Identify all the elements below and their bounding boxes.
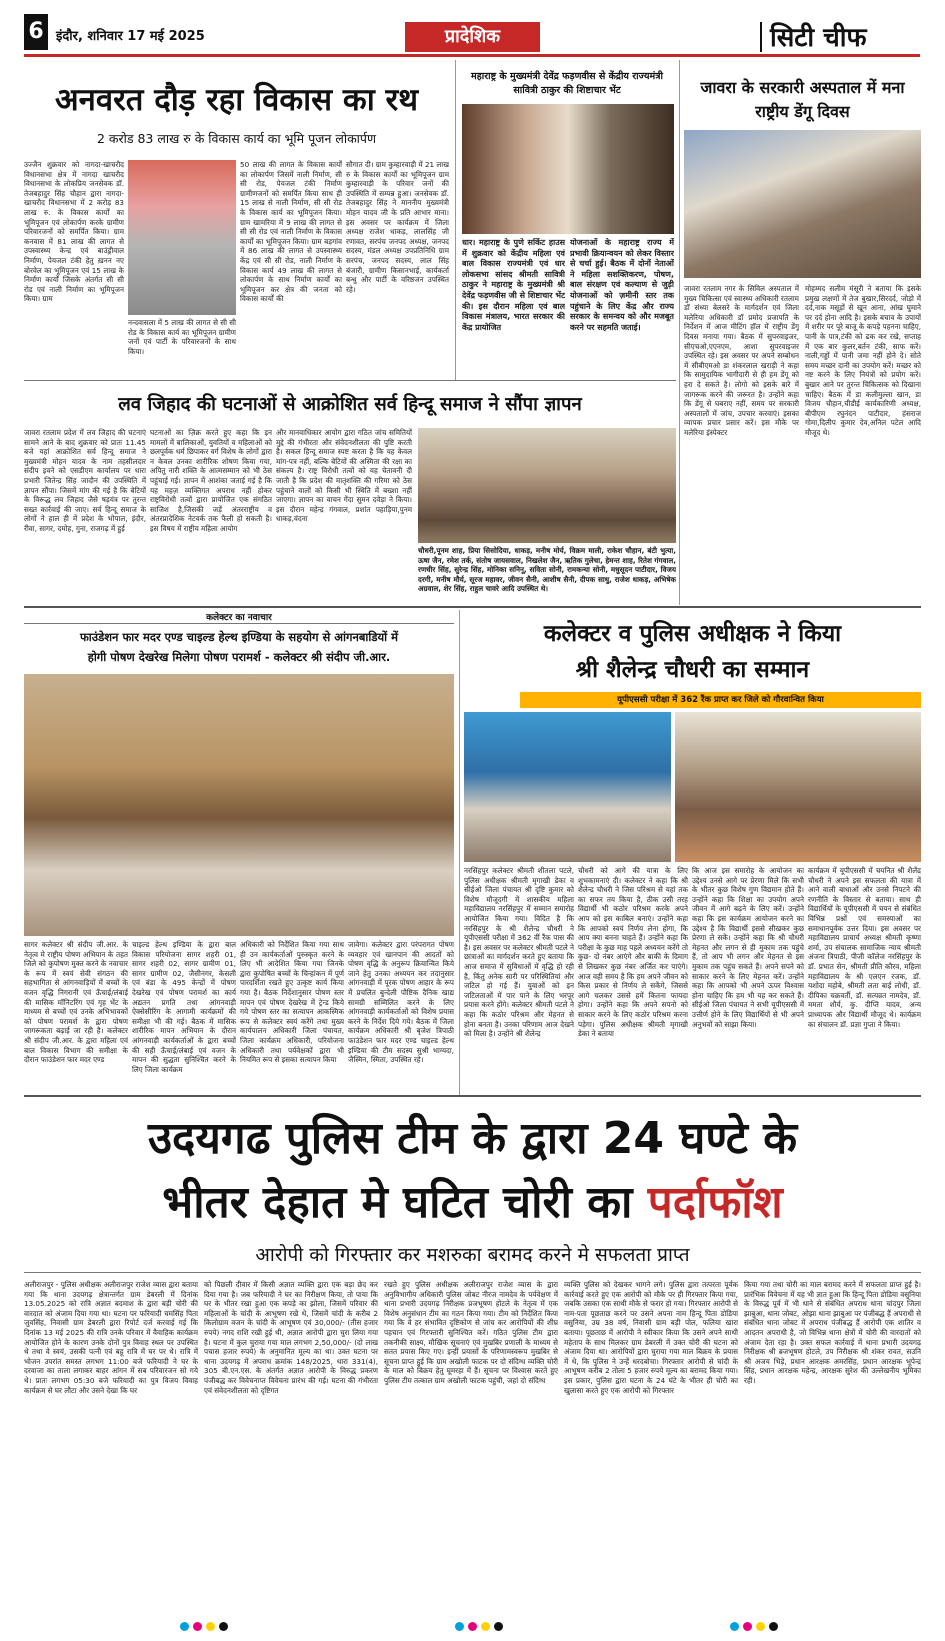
brand-divider bbox=[760, 22, 762, 52]
registration-marks-left bbox=[180, 1622, 228, 1631]
header-rule bbox=[24, 54, 920, 57]
story5-kicker: कलेक्टर का नवाचार bbox=[24, 610, 454, 624]
story5-column-1: सागर कलेक्टर श्री संदीप जी.आर. के नेतृत्व मे राष्ट्रीय पोषण अभियान के तहत जिले को कुपोषण मुक्त करने के नवाचार के रूप में स्वयं सेवी संगठन की सहभागिता से आंगनवाड़ियों में बच्चों के वजन वृद्धि निगरानी एवं ऊँचाई/लंबाई की मासिक मॉनिटरिंग एवं गृह भेंट के माध्यम से बच्चों एवं उनके अभिभावकों को पोषण परामर्श के द्वारा पोषण जागरूकता बढ़ाई जा रही है। कलेक्टर श्री संदीप जी.आर. के द्वारा महिला एवं बाल विकास विभाग की समीक्षा के दौरान फाउंडेशन फार मदर एण्ड bbox=[24, 940, 128, 1065]
registration-dot bbox=[468, 1622, 477, 1631]
story3-column-1: जावरा रतलाम नगर के सिविल अस्पताल में मुख्य चिकित्सा एवं स्वास्थ्य अधिकारी रतलाम डॉ संध्या बेलसरे के मार्गदर्शन एवं जिला मलेरिया अधिकारी डॉ प्रमोद प्रजापति के निर्देशन में आज मीटिंग हॉल में राष्ट्रीय डेंगू दिवस मनाया गया। बैठक में सुपरवाइजर, सीएचओ,एएनएम, आशा सुपरवाइजर उपस्थित रहे। इस अवसर पर अपने सम्बोधन में सीबीएमओ डा शंकरलाल खराड़ी ने कहा कि सामुदायिक भागीदारी से ही हम डेंगू को हरा दे सकते है। लोगो को इसके बारे में जागरूक करने की जरूरत है। उन्होंने कहा कि डेंगू से घबराए नहीं, समय पर सरकारी अस्पतालों में जांच, उपचार करवाएं। इसका व्यापक प्रचार प्रसार करें। इस मौके पर मलेरिया इंस्पेक्टर bbox=[684, 284, 799, 437]
column-rule bbox=[459, 610, 460, 1095]
story5-headline-line2: होगी पोषण देखरेख मिलेगा पोषण परामर्श - कलेक्टर श्री संदीप जी.आर. bbox=[87, 650, 391, 664]
story1-column-4: सौगात दी। ग्राम कुम्हारवाड़ी में 21 लाख रु के विकास कार्यों का भूमिपूजन ग्राम कुम्हारवाड़ी के परिवार जनों की उपस्थिति में सम्पन्न हुआ। जनसेवक डॉ. तेजबहादुर सिंह ने माननीय मुख्यमंत्री मोहन यादव जी के प्रति आभार माना। इस अवसर पर कार्यक्रम में जिला अध्यक्ष राजेश धाकड़, लालसिंह जी रणावत, सरपंच जनपद अध्यक्ष, जनपद सदस्य, मंडल अध्यक्ष उपप्रतिनिधि ग्राम सरपंच, जनपद सदस्य, लाल सिंह बंजारी, ग्रामीण किसानभाई, कार्यकर्ता बन्धु और पार्टी के वरिष्ठजन उपस्थित रहे। bbox=[346, 160, 449, 294]
story7-headline-line1: उदयगढ पुलिस टीम के द्वारा 24 घण्टे के bbox=[147, 1113, 798, 1164]
story2-photo bbox=[462, 104, 674, 234]
story4-headline: लव जिहाद की घटनाओं से आक्रोशित सर्व हिन्दू समाज ने सौंपा ज्ञापन bbox=[118, 394, 582, 415]
story7-column-1: अलीराजपुर - पुलिस अधीक्षक अलीराजपुर राजेश व्यास द्वारा बताया गया कि थाना उदयगढ़ क्षेत्रान्तर्गत ग्राम डेबरली में दिनांक 13.05.2025 को रात्रि अज्ञात बदमाश के द्वारा बड़ी चोरी की वारदात को अंजाम दिया गया था। घटना पर फरियादी चमसिंह पिता जुवसिंह, निवासी ग्राम डेबरली द्वारा रिपोर्ट दर्ज करवाई गई कि दिनांक 13 मई 2025 की रात्रि उनके परिवार में वैवाहिक कार्यक्रम आयोजित होने के कारण उनके दोनों पुत्र विवाह स्थल पर उपस्थित थे तथा वे स्वयं, उसकी पत्नी एवं बहू रात्रि में घर पर थे। रात्रि में भोजन उपरांत समस्त लगभग 11:00 बजे फरियादी ने घर के दरवाजा का ताला लगाकर बाहर आंगन में सब परिवारजन सो गये थे। प्रातः लगभग 05:30 बजे फरियादी का पुत्र विजय विवाह कार्यक्रम से घर लौटा और उसने देखा कि घर bbox=[24, 1280, 198, 1395]
subhead-underline bbox=[24, 1272, 921, 1273]
story7-subhead: आरोपी को गिरफ्तार कर मशरुका बरामद करने मे सफलता प्राप्त bbox=[255, 1244, 690, 1266]
story5-column-3: अधिकारी को निर्देशित किया गया साथ ही उन कार्यकर्ताओं पुरुस्कृत करने के लिए भी आदेशित किया गया जिनके द्वारा कुपोषित बच्चों के चिन्हांकन में पूर्ण पारदर्शिता रखते हुए उत्कृष्ट कार्य किया गया है। बैठक निर्देशानुसार पोषण स्तर मापन एवं पोषण देखरेख में ट्रेन्ड किये गये पोषण स्तर का सत्यापन आकस्मिक रूप से कलेक्टर स्वयं करेंगे तथा मुख्य कार्यपालन अधिकारी जिला पंचायत, जिला कार्यक्रम अधिकारी, परियोजना अधिकारी तथा पर्यवेक्षकों द्वारा भी नियमित रूप से इसका सत्यापन किया bbox=[240, 940, 344, 1065]
section-rule bbox=[24, 1095, 921, 1097]
story5-headline-line1: फाउंडेशन फार मदर एण्ड चाइल्ड हेल्थ इण्डिया के सहयोग से आंगनबाडियों में bbox=[79, 630, 399, 644]
story4-photo bbox=[418, 428, 676, 543]
story2-column-2: योजनाओं के महाराष्ट्र राज्य में प्रभावी क्रियान्वयन को लेकर विस्तार से चर्चा हुई। बैठक में दोनों नेताओं ने महिला सशक्तिकरण, पोषण, बाल संरक्षण एवं कल्याण से जुड़ी योजनाओं को ज़मीनी स्तर तक पहुंचाने के लिए केंद्र और राज्य सरकार के समन्वय को और मजबूत करने पर सहमति जताई। bbox=[570, 238, 674, 332]
story7-headline-line2-highlight: पर्दाफॉश bbox=[647, 1177, 783, 1228]
registration-dot bbox=[193, 1622, 202, 1631]
registration-dot bbox=[730, 1622, 739, 1631]
registration-marks-center bbox=[455, 1622, 503, 1631]
story1-subhead: 2 करोड 83 लाख रु के विकास कार्य का भूमि पूजन लोकार्पण bbox=[96, 131, 377, 146]
story6-photo-left bbox=[464, 712, 671, 862]
story4-column-1: जावरा रतलाम प्रदेश में लव जिहाद की घटनाएं सामने आने के बाद शुक्रवार को प्रातः 11.45 बजे यहां आक्रोशित सर्व हिन्दू समाज ने मुख्यमंत्री मोहन यादव के नाम तहसीलदार संदीप इवने को एसडीएम कार्यालय पर धारा प्रभारी जितेन्द्र सिंह जादौन की उपस्थिति में ज्ञापन सौंपा। जिसमें मांग की गई है कि बेटियों के विरूद्ध लव जिहाद जैसे षड़यंत्र पर तुरन्त सख्त कार्रवाई की जाए। सर्व हिन्दू समाज के लोगों ने हाल ही में प्रदेश के भोपाल, इंदौर, रीवा, सागर, दमोह, गुना, राजगढ़ में हुई bbox=[24, 428, 146, 533]
story3-column-2: मोहम्मद सलीम मंसूरी ने बताया कि इसके प्रमुख लक्षणों में तेज बुखार,सिरदर्द, जोड़ो में दर्द,नाक मसूड़ों से खून आना, आंख घुमाने पर दर्द होना आदि है। इसके बचाव के उपायों में शरीर पर पूरे बाजू के कपड़े पहनना चाहिए, पानी के पात्र,टंकी को ढक कर रखे, सप्ताह में एक बार कुलर,बर्तन टंकी, साफ करें। नाली,गड्डों में पानी जमा नहीं होने दे। सोते समय मच्छर दानी का उपयोग करें। मच्छर को नष्ट करने के लिए नियंत्रों को प्रयोग करें। बुखार आने पर तुरन्त चिकित्सक को दिखाना चाहिए। बैठक में डा कलीमुल्ला खान, डा विजय चौहान,चीडीई कार्यकारिणी अध्यक्ष, बीपीएम रघुनंदन पाटीदार, हंसराज गोमा,दिलीप कुमार देव,अनिल पटेल आदि मौजूद थे। bbox=[805, 284, 921, 437]
story7-column-4: व्यक्ति पुलिस को देखकर भागने लगे। पुलिस द्वारा तत्परता पूर्वक कार्रवाई करते हुए एक आरोपी को मौके पर ही गिरफ्तार किया गया, जबकि उसका एक साथी मौके से फरार हो गया। गिरफ्तार आरोपी से नाम-पता पूछताछ करने पर उसने अपना नाम हिन्दू पिता डोडिया वसुनिया, उम्र 38 वर्ष, निवासी ग्राम बड़ी पोल, फलिया खारा बताया। पूछताछ में आरोपी ने स्वीकार किया कि उसने अपने साथी महेताप के साथ मिलकर ग्राम डेबरली में उक्त चोरी की घटना को अंजाम दिया था। आरोपियों द्वारा चुराया गया माल बिक्रय के प्रयास में थे, कि पुलिस ने उन्हें धरदबोचा। गिरफ्तार आरोपी से चांदी के आभूषण करीब 2 तोला 5 हजार रुपये मूल्य का बरामद किया गया। इस प्रकार, पुलिस द्वारा घटना के 24 घंटे के भीतर ही चोरी का खुलासा करते हुए एक आरोपी को गिरफ्तार bbox=[564, 1280, 738, 1395]
story6-headline-line1: कलेक्टर व पुलिस अधीक्षक ने किया bbox=[543, 621, 842, 647]
story6-column-3: कि आज इस समारोह के आयोजन का उद्देश्य उनसे आगे पर प्रेरणा मिले कि सभी के भीतर कुछ विशेष गुण विद्यमान होते हैं। उन्होंने कहा कि शिक्षा का उपयोग अपने जीवन में आगे बढ़ने के लिए करें। उन्होंने कहा कि इस कार्यक्रम आयोजन करने का उद्देश्य है कि विद्यार्थी इससे सीखकर कुछ प्रेरणा ले सकें। उन्होंने कहा कि श्री चौधरी मेहनत और लगन से ही मुकाम तक पहुंचे हैं, तो आप भी लगन और मेहनत से इस मुकाम तक पहुंच सकते हैं। अपने सपने को साकार करने के लिए मेहनत करें। उन्होंने कहा कि आपको भी अपने ऊपर विश्वास होना चाहिए कि हम भी यह कर सकते हैं। सीईओ जिला पंचायत ने सभी यूपीएससी में उत्तीर्ण होने के लिए विद्यार्थियों से भी अपने अनुभवों को साझा किया। bbox=[692, 866, 804, 1029]
registration-dot bbox=[481, 1622, 490, 1631]
story1-column-1: उज्जैन शुक्रवार को नागदा-खाचरौद विधानसभा क्षेत्र में नागदा खाचरौद विधानसभा के लोकप्रिय जनसेवक डॉ. तेजबहादुर सिंह चौहान द्वारा नागदा-खाचरौद विधानसभा में 2 करोड़ 83 लाख रु. के विकास कार्यों का भूमिपूजन एवं लोकार्पण करके ग्रामीण परिवारजनों को समर्पित किया। ग्राम कनवास में 81 लाख की लागत से उपस्वास्थ्य केन्द्र एवं बाउंड्रीवाल निर्माण, पेयजल टंकी हेतु ख़नन नए बोरवेल का भूमिपूजन एवं 15 लाख के निर्माण कार्यों जिसके अंतर्गत सी सी रोड एवं नाली निर्माण का भूमिपूजन किया। ग्राम bbox=[24, 160, 124, 304]
story6-photo-right bbox=[675, 712, 921, 862]
story2-column-1: धार। महाराष्ट्र के पुणे सर्किट हाउस में शुक्रवार को केंद्रीय महिला एवं बाल विकास राज्यमंत्री एवं धार लोकसभा सांसद श्रीमती सावित्री ठाकुर ने महाराष्ट्र के मुख्यमंत्री श्री देवेंद्र फड़णवीस जी से शिष्टाचार भेंट की। इस दौरान महिला एवं बाल विकास मंत्रालय, भारत सरकार की केंद्र प्रायोजित bbox=[462, 238, 565, 332]
story5-photo bbox=[24, 674, 454, 936]
story6-ribbon: यूपीएससी परीक्षा में 362 रैंक प्राप्त कर जिले को गौरवान्वित किया bbox=[520, 692, 921, 708]
story3-photo bbox=[684, 130, 921, 278]
story7-column-2: को पिछली दीवार में किसी अज्ञात व्यक्ति द्वारा एक बड़ा छेद कर दिया गया है। जब फरियादी ने घर का निरीक्षण किया, तो पाया कि घर के भीतर रखा हुआ एक कपड़े का झोला, जिसमें परिवार की महिलाओं के चांदी के आभूषण रखे थे, जिसमें चांदी के करीब 2 किलोग्राम वजन के चांदी के आभूषण एवं 30,000/- (तीस हजार रुपये) नगद राशि रखी हुई थी, अज्ञात आरोपी द्वारा चुरा लिया गया है। घटना में कुल चुराया गया माल लगभग 2,50,000/- (दो लाख पचास हजार रुपये) के अनुमानित मूल्य का था। उक्त घटना पर थाना उदयगढ़ में अपराध क्रमांक 148/2025, धारा 331(4), 305 बी.एन.एस. के अंतर्गत अज्ञात आरोपी के विरुद्ध प्रकरण पंजीबद्ध कर विवेचनाप्त विवेचना प्रारंभ की गई। घटना की गंभीरता एवं संवेदनशीलता को दृष्टिगत bbox=[204, 1280, 378, 1395]
story5-column-4: जावेगा। कलेक्टर द्वारा परंपरागत पोषण व्यवहार एवं खानपान की आदतों को पोषण वृद्धि के अनुरूप क्रियान्वित किये जाने हेतु उनका अध्ययन कर तदानुसार आंगनवाड़ी में पूरक पोषण आहार के रूप में प्रचलित बुन्देली पौष्टिक दैनिक खाद्य सामग्री सम्मिलित करने के लिए आंगनवाड़ी कार्यकर्ताओं को विशेष प्रयास करने के निर्देश दिये गये। बैठक में जिला कार्यक्रम अधिकारी श्री बृजेश त्रिपाठी फाउंडेशन फार मदर एण्ड चाइल्ड हेल्थ इण्डिया की टीम सदस्य सुश्री भाग्यदा, जैस्मिन, स्मिता, उपस्थित रहे। bbox=[348, 940, 454, 1065]
registration-dot bbox=[180, 1622, 189, 1631]
story1-column-3: 50 लाख की लागत के विकास कार्यों का लोकार्पण जिसमें नाली निर्माण, सी सी रोड, पेयजल टंकी निर्माण ग्रामीणजनों को समर्पित किया साथ ही 15 लाख से नाली निर्माण, सी सी रोड के विकास कार्य का भूमिपूजन किया। ग्राम खामरिया में 9 लाख की लागत से सी सी रोड एवं नाली निर्माण के विकास कार्यों का भूमिपूजन किया। ग्राम बड़गांव में 86 लाख की लागत से उपस्वास्थ्य केंद्र एवं सी सी रोड, नाली निर्माण के विकास कार्य 49 लाख की लागत से लोकार्पण के साथ निर्माण कार्यों का भूमिपूजन कर क्षेत्र की जनता को विकास कार्यों की bbox=[240, 160, 342, 304]
column-rule bbox=[455, 60, 456, 380]
registration-dot bbox=[219, 1622, 228, 1631]
story6-column-1: नरसिंहपुर कलेक्टर श्रीमती शीतला पटले, पुलिस अधीक्षक श्रीमती मृगाखी डेका व सीईओ जिला पंचायत श्री दृष्टि कुमार को विशेष मौजूदगी में शासकीय महिला महाविद्यालय नरसिंहपुर में सम्मान समारोह आयोजित किया गया। विदित है कि नरसिंहपुर के श्री शैलेन्द्र चौधरी ने यूपीएससी परीक्षा में 362 वीं रैंक पास की है। इस अवसर पर कलेक्टर श्रीमती पटले ने छात्राओं का मार्गदर्शन करते हुए बताया कि आज समाज में सुविधाओं में वृद्धि हो रही है, किंतु अनेक सारी पर परिस्थितियां और जटिल हो गई हैं। युवाओं को इन जटिलताओं में पार पाने के लिए भरपूर प्रयास करने होंगे। कलेक्टर श्रीमती पटले ने कहा कि कठोर परिश्रम और मेहनत से होना बनता है। उनका परिणाम आज देखने को मिला है। उन्होंने श्री शैलेन्द्र bbox=[464, 866, 574, 1039]
registration-dot bbox=[756, 1622, 765, 1631]
story1-headline: अनवरत दौड़ रहा विकास का रथ bbox=[54, 82, 419, 118]
page-number: 6 bbox=[24, 14, 48, 50]
registration-dot bbox=[455, 1622, 464, 1631]
registration-marks-right bbox=[730, 1622, 778, 1631]
registration-dot bbox=[769, 1622, 778, 1631]
column-rule bbox=[679, 60, 680, 605]
story7-column-5: किया गया तथा चोरी का माल बरामद करने में सफलता प्राप्त हुई है। प्रारंभिक विवेचना में यह भी ज्ञात हुआ कि हिन्दू पिता डोडिया वसुनिया के विरुद्ध पूर्व में भी थाने से संबंधित अपराध थाना चांदपुर जिला झाबुआ, थाना जोबट, ओझा थाना झाबुआ पर पंजीबद्ध हैं अपराधी से संबंधित थाना जोबट में अपराध पंजीबद्ध हैं आरोपी एक शातिर व आदतन अपराधी है, जो विभिन्न थाना क्षेत्रों में चोरी की वारदातों को अंजाम देता रहा है। उक्त सफल कार्रवाई में थाना प्रभारी उदयगढ़ निरीक्षक श्री ब्रजभूषण होटले, उप निरीक्षक श्री शंकर रावत, सउनि श्री अजय भिड़े, प्रधान आरक्षक अमरसिंह, प्रधान आरक्षक भूपेन्द्र सिंह, प्रधान आरक्षक महेन्द्र, आरक्षक सुरेश की उल्लेखनीय भूमिका रही। bbox=[744, 1280, 921, 1385]
story4-column-2: घटनाओं का ज़िक्र करते हुए कहा कि इन मामलों में बालिकाओं, युवतियों व महिलाओं को छलपूर्वक धर्म छिपाकर वर्ग विशेष के लोगों द्वारा न केवल उनका शारीरिक शोषण किया गया, अपितु नारी शक्ति के आत्मसम्मान को भी ठेस पहुंचाई गई। ज्ञापन में आशंका जताई गई है कि यह महज़ व्यक्तिगत अपराध नहीं होकर राष्ट्रविरोधी तत्वों द्वारा प्रायोजित एक संगठित साजिश है,जिसकी जड़ें अंतरराष्ट्रीय व अंतरप्रादेशिक नेटवर्क तक फैली हो सकती है। इस विषय में राष्ट्रीय महिला आयोग bbox=[150, 428, 272, 533]
story7-headline-line2 bbox=[24, 1172, 921, 1234]
story6-headline-line2: श्री शैलेन्द्र चौधरी का सम्मान bbox=[575, 657, 810, 683]
registration-dot bbox=[743, 1622, 752, 1631]
story4-column-3: और मानवाधिकार आयोग द्वारा गठित जांच समितियों मुद्दे की गंभीरता और संवेदनशीलता की पुष्टि करती है। सकल हिन्दू समाज स्पष्ट करता है कि यह केवल मांग-पत्र नहीं, बल्कि बेटियों की अस्मिता की रक्षा का संकल्प है। राष्ट्र विरोधी तत्वों को यह चेतावनी दी जाती है कि प्रदेश की मातृशक्ति की गरिमा को ठेस पहुंचाने वालों को किसी भी स्थिति में बख्शा नहीं जाएगा। ज्ञापन का वाचन गेंदा सुमन दवेड़ा ने किया। इस दौरान महेन्द्र गंगवाल, प्रशांत पहाड़िया,पुनम धाकड़,वंदना bbox=[276, 428, 412, 524]
section-rule bbox=[24, 606, 921, 608]
story1-photo bbox=[128, 160, 236, 315]
story1-column-2: नन्दवासला में 5 लाख की लागत से सी सी रोड के विकास कार्य का भूमिपूजन ग्रामीण जनों एवं पार्टी के परिवारजनों के साथ किया। bbox=[128, 318, 236, 356]
registration-dot bbox=[206, 1622, 215, 1631]
story4-photo-caption: चौधरी,पूनम शाह, प्रिया सिसोदिया, धाकड़, मनीष मोर्य, विक्रम माली, राकेश चौहान, बंटी भुत्या, ऊषा जैन, रमेश तर्क, संतोष जायसवाल, निखलेश जैन, ऋतिक गुलेचा, हेमन्त शाह, रितेश गंगवाल, रणधीर सिंह, सुरेन्द्र सिंह, मोनिका सनिनू, सविता सोनी, रामकन्या सोनी, मधुसूदन पाटीदार, विजय दरगी, मनीष मौर्य, सूरज महावर, जीवन सैनी, आशीष सैनी, दीपक साधु, राजेश धाकड़, अभिषेक अग्रवाल, शेर सिंह, राहुल चावरे आदि उपस्थित थे। bbox=[418, 546, 676, 594]
dateline: इंदौर, शनिवार 17 मई 2025 bbox=[56, 29, 205, 44]
story6-column-2: चौधरी को आगे की यात्रा के लिए शुभकामनाएं दी। कलेक्टर ने कहा कि श्री शैलेन्द्र चौधरी ने जिस परिश्रम से यहां तक का सफर तय किया है, ठीक उसी तरह विद्यार्थी भी कठोर परिश्रम करके अपने आप को इस काबिल बनाएं। उन्होंने कहा कि आपको स्वयं निर्णय लेना होगा, कि आप क्या बनना चाहते हैं। उन्होंने कहा कि परीक्षा के कुछ माह पहले अध्ययन करेंगे तो कुछ- दो नंबर आएंगे और बाकी के दिमाग से लिखकर कुछ नंबर अर्जित कर पाएंगे। आज वही समय है कि हम अपने जीवन को किस प्रकार से निर्णय ले सकेंगे, जिससे आगे चलकर उससे हमें कितना फायदा होगा। उन्होंने कहा कि अपने सपनो को साकार करने के लिए कठोर परिश्रम करना पड़ेगा। पुलिस अधीक्षक श्रीमती मृगाखी डेका ने बताया bbox=[578, 866, 688, 1039]
section-tag: प्रादेशिक bbox=[405, 22, 540, 52]
story2-kicker: महाराष्ट्र के मुख्यमंत्री देवेंद्र फड़णवीस से केंद्रीय राज्यमंत्री सावित्री ठाकुर की शिष्टाचार भेंट bbox=[471, 71, 663, 96]
story3-headline: जावरा के सरकारी अस्पताल में मना राष्ट्रीय डेंगू दिवस bbox=[700, 78, 905, 121]
story7-column-3: रखते हुए पुलिस अधीक्षक अलीराजपुर राजेश व्यास के द्वारा अनुविभागीय अधिकारी पुलिस जोबट नीरज नामदेव के पर्यवेक्षण में थाना प्रभारी उदयगढ़ निरीक्षक प्रजभूषण होटले के नेतृत्व में एक विशेष अनुसंधान टीम का गठन किया गया। टीम को निर्देशित किया गया कि वे हर संभावित दृष्टिकोण से जांच कर आरोपियों की शीघ्र पहचान एवं गिरफ्तारी सुनिश्चित करें। गठित पुलिस टीम द्वारा तकनीकी साक्ष्य, मौखिक सूचनाएं एवं मुखबिर प्रणाली के माध्यम से सतत प्रयास किए गए। इन्हीं प्रयासों के परिणामस्वरूप मुखबिर से सूचना प्राप्त हुई कि ग्राम अखोली फाटक पर दो संदिग्ध व्यक्ति चोरी के माल को बिक्रय हेतु घूमरहा में हैं। सूचना पर विश्वास करते हुए पुलिस टीम तत्काल ग्राम अखोली फाटक पहुंची, जहां दो संदिग्ध bbox=[384, 1280, 558, 1385]
story5-column-2: चाइल्ड हेल्थ इण्डिया के द्वारा बाल विकास परियोजना सागर शहरी 01, सागर शहरी 02, सागर ग्रामीण 01, सागर ग्रामीण 02, जैसीनगर, केसली एवं बंडा के 495 केन्द्रों में पोषण देखरेख एवं पोषण परामर्श का कार्य अद्यतन प्रगति तथा आंगनवाड़ी ऐक्सेसीरिंग के आगामी कार्यक्रमों की समीक्षा भी की गई। बैठक में मासिक शारीरिक मापन अभियान के दौरान आंगनवाड़ी कार्यकर्ताओं के द्वारा बच्चों की सही ऊँचाई/लंबाई एवं वजन के मापन की सुद्धता सुनिश्चित करने के लिए जिला कार्यक्रम bbox=[132, 940, 236, 1074]
story6-column-4: कार्यक्रम में यूपीएससी में चयनित श्री शैलेंद्र चौधरी ने अपने इस सफलता की यात्रा में आने वाली बाधाओं और उनसे निपटने की रणनीति के विस्तार से बताया। साथ ही विद्यार्थियों के यूपीएससी में चयन से संबंधित विभिन्न प्रश्नों एवं समस्याओं का समाधानपूर्वक उत्तर दिया। इस अवसर पर महाविद्यालय प्राचार्य अध्यक्ष श्रीमती कृष्णा शर्मा, उप संचालक सामाजिक न्याय श्रीमती अंजना त्रिपाठी, पीजी कॉलेज नरसिंहपुर के डॉ. प्रभात सेन, श्रीमती प्रीति कौरव, महिला महाविद्यालय के श्री एलएन रजक, डॉ. यशोदा महोबे, श्रीमती लता बाई लोधी, डॉ. दीपिका चक्रवर्ती, डॉ. सत्यव्रत नामदेव, डॉ. ममता शौर्य, कु. दीप्ति यादव, अन्य प्राध्यापक और विद्यार्थी मौजूद थे। कार्यक्रम का संचालन डॉ. प्रज्ञा गुप्ता ने किया। bbox=[808, 866, 921, 1029]
masthead-brand: सिटी चीफ bbox=[770, 23, 867, 53]
story7-headline-line2-plain: भीतर देहात मे घटित चोरी का bbox=[162, 1177, 648, 1228]
section-rule bbox=[24, 380, 676, 381]
registration-dot bbox=[494, 1622, 503, 1631]
